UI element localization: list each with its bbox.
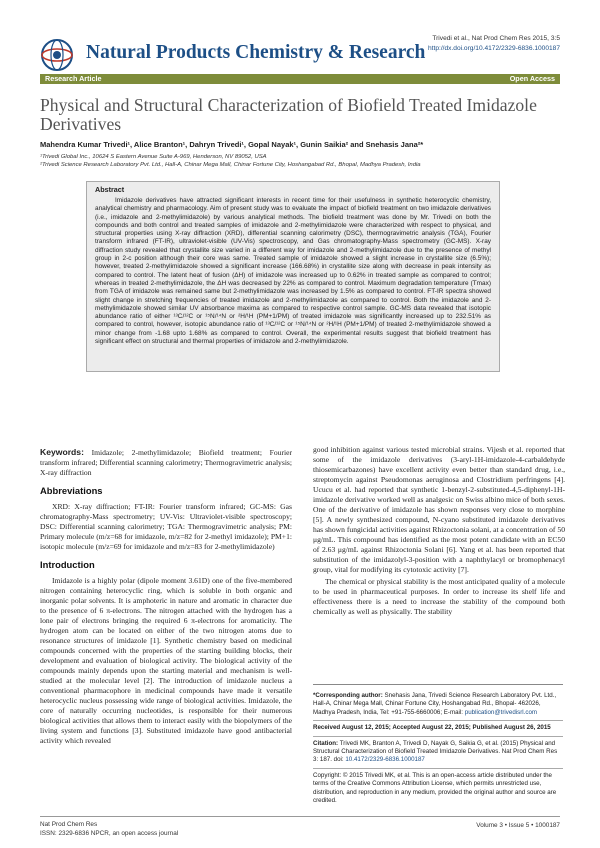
copyright-text: Copyright: © 2015 Trivedi MK, et al. This is an open-access article distributed under the terms of the Creative Commons Attribution License, which permits unrestricted use, distribution, and reproduction in any medium, provided the original author and source are credited. [313, 771, 557, 805]
affiliations [40, 153, 560, 170]
footer-issn: ISSN: 2329-6836 NPCR, an open access journal [40, 830, 179, 837]
journal-name: Natural Products Chemistry & Research [86, 42, 426, 63]
open-access-label: Open Access [509, 74, 555, 83]
article-dates [313, 721, 563, 736]
body-paragraph-1: good inhibition against various tested microbial strains. Vijesh et al. reported that some of the imidazole derivatives (3-aryl-1H-imidazole-4-carbaldehyde thiosemicarbazones) have excellent activity even better than standard drug, i.e., streptomycin against Pseudomonas aeruginosa and Clostridium perfringens [4]. Ucucu et al. had reported that synthetic 1-benzyl-2-substituted-4,5-diphenyl-1H-imidazole derivative worked well as analgesic on Swiss albino mice of both sexes. One of the derivative of imidazole has shown responses very close to morphine [5]. A newly synthesized compound, N-cyano substituted imidazole derivatives has shown fungicidal activities against Rhizoctonia solani, at a concentration of 50 μg/mL. This compound has identified as the most potent candidate with an EC50 of 2.63 μg/mL against Rhizoctonia Solani [6]. Yang et al. has been reported that substitution of the imidazolyl-3-position with a naphthylacyl or bromophenacyl group, vital for modifying its cytotoxic activity [7]. [313, 445, 565, 574]
abbreviations-heading: Abbreviations [40, 485, 103, 496]
affiliation-2: ²Trivedi Science Research Laboratory Pvt. Ltd., Hall-A, Chinar Mega Mall, Chinar Fortune City, Hoshangabad Rd., Bhopal, Madhya Pradesh, India [40, 162, 421, 169]
right-column [313, 445, 565, 619]
footer-left [40, 820, 178, 838]
header-citation [428, 34, 560, 54]
section-bar [40, 74, 560, 84]
keywords-label: Keywords: [40, 447, 84, 457]
citation-text: Trivedi MK, Branton A, Trivedi D, Nayak G, Saikia G, et al. (2015) Physical and Structural Characterization of Biofield Treated Imidazole Derivatives. Nat Prod Chem Res 3: 187. doi: [313, 739, 558, 764]
abstract-text: Imidazole derivatives have attracted significant interests in recent time for their usefulness in synthetic heterocyclic chemistry, analytical chemistry and pharmacology. Aim of present study was to evaluate the impact of biofield treatment on two imidazole derivatives (i.e., imidazole and 2-methylimidazole) by various analytical methods. The biofield treatment was done by Mr. Trivedi on both the compounds and both control and treated samples of imidazole and 2-methylimidazole were characterized with respect to physical, and structural properties using X-ray diffraction (XRD), differential scanning calorimetry (DSC), thermogravimetric analysis (TGA), Fourier transform infrared (FT-IR), ultraviolet-visible (UV-Vis) spectroscopy, and Gas chromatography-Mass spectrometry (GC-MS). X-ray diffraction study revealed that crystallite size varied in a different way for imidazole and 2-methylimidazole due to the presence of methyl group in 2-c position although their core was same. Treated sample of imidazole showed a slight increase in crystallite size (6.5%); however, treated 2-methylimidazole showed a significant increase (166.68%) in crystallite size along with decrease in peak intensity as compared to control. The latent heat of fusion (ΔH) of imidazole was increased up to 0.62% in treated sample as compared to control; whereas in treated 2-methylimidazole, the ΔH was decreased by 22% as compared to control. Maximum degradation temperature (Tmax) from TGA of imidazole was remained same but 2-methylimidazole was increased by 1.5% as compared to control. FT-IR spectra showed slight change in stretching frequencies of treated imidazole and 2-methylimidazole as compared to control. Both the imidazole and 2-methylimidazole showed similar UV absorbance maxima as compared to respective control sample. GC-MS data revealed that isotopic abundance ratio of either ¹³C/¹²C or ¹⁵N/¹⁴N or ²H/¹H (PM+1/PM) of treated imidazole was significantly increased up to 232.51% as compared to control, however, isotopic abundance ratio of ¹³C/¹²C or ¹⁵N/¹⁴N or ²H/¹H (PM+1/PM) of treated 2-methylimidazole showed a minor change from -1.68 upto 1.68% as compared to control. Overall, the experimental results suggest that biofield treatment has significant effect on structural and thermal properties of imidazole and 2-methylimidazole. [95, 197, 491, 346]
dates-text: Received August 12, 2015; Accepted August 22, 2015; Published August 26, 2015 [313, 724, 551, 732]
citation-block [313, 737, 563, 769]
keywords-text: Imidazole; 2-methylimidazole; Biofield treatment; Fourier transform infrared; Differential scanning calorimetry; Thermogravimetric analysis; X-ray diffraction [40, 448, 292, 477]
footer-volume: Volume 3 • Issue 5 • 1000187 [476, 822, 560, 829]
corresponding-author-text: Snehasis Jana, Trivedi Science Research Laboratory Pvt. Ltd., Hall-A, Chinar Mega Mall, Chinar Fortune City, Hoshangabad Rd., Bhopal- 462026, Madhya Pradesh, India, Tel: +91-755-6660006; E-mail: [313, 692, 557, 716]
article-title: Physical and Structural Characterization of Biofield Treated Imidazole Derivatives [40, 95, 537, 134]
citation-doi-link[interactable]: 10.4172/2329-6836.1000187 [345, 756, 425, 764]
omics-globe-logo-icon [40, 38, 74, 72]
corresponding-author-label: *Corresponding author: [313, 692, 383, 699]
affiliation-1: ¹Trivedi Global Inc., 10624 S Eastern Avenue Suite A-969, Henderson, NV 89052, USA [40, 154, 267, 160]
citation-line: Trivedi et al., Nat Prod Chem Res 2015, 3:5 [432, 35, 560, 42]
author-list: Mahendra Kumar Trivedi¹, Alice Branton¹, Dahryn Trivedi¹, Gopal Nayak¹, Gunin Saikia² and Snehasis Jana²* [40, 140, 424, 149]
footer-journal: Nat Prod Chem Res [40, 821, 98, 828]
copyright-block [313, 769, 563, 809]
abstract-heading: Abstract [95, 185, 125, 194]
citation-label: Citation: [313, 739, 339, 747]
article-type: Research Article [45, 74, 102, 83]
abstract-box [86, 181, 500, 372]
abbreviations-text: XRD: X-ray diffraction; FT-IR: Fourier transform infrared; GC-MS: Gas chromatography-Mass spectrometry; UV-Vis: Ultraviolet-visible spectroscopy; DSC: Differential scanning calorimetry; TGA: Thermogravimetric analysis; PM: Primary molecule (m/z=68 for imidazole, m/z=82 for 2-methyl imidazole); PM+1: isotopic molecule (m/z=69 for imidazole and m/z=83 for 2-methylimidazole) [40, 502, 292, 551]
introduction-heading: Introduction [40, 559, 95, 570]
introduction-text: Imidazole is a highly polar (dipole moment 3.61D) one of the five-membered nitrogen containing heterocyclic ring, which is soluble in both organic and inorganic polar solvents. It is amphoteric in nature and aromatic in character due to the presence of 6 π-electrons. The nitrogen attached with the hydrogen has a lone pair of electrons bringing the required 6 π-electrons for aromaticity. The hydrogen atom can be located on either of the two nitrogen atoms due to resonance structures of imidazole [1]. Synthetic chemistry based on medicinal compounds concerned with the properties of the starting building blocks, their development and evaluation of biological activity. The biological activity of the compounds mainly depends upon the starting material and mechanism is well-studied at the molecular level [2]. The introduction of imidazole nucleus a conventional pharmacophore in medicinal compounds have made it versatile heterocyclic nucleus possessing wide range of biological activities. Imidazole, the core of naturally occurring nucleotides, is responsible for their numerous biological activities that allows them to interact easily with the biopolymers of the living system and functions [3]. Substituted imidazole have good antibacterial activity which revealed [40, 576, 292, 745]
email-link[interactable]: publication@trivedisrl.com [464, 708, 538, 716]
corresponding-author [313, 689, 563, 721]
left-column [40, 447, 292, 748]
doi-link[interactable]: http://dx.doi.org/10.4172/2329-6836.1000187 [428, 45, 560, 52]
keywords [40, 447, 292, 478]
body-paragraph-2: The chemical or physical stability is the most anticipated quality of a molecule to be used in pharmaceutical purposes. In order to increase its shelf life and effectiveness there is a need to increase the stability of the compound both chemically as well as physically. The stability [313, 577, 565, 616]
page-footer [40, 816, 560, 837]
correspondence-box [313, 684, 563, 808]
